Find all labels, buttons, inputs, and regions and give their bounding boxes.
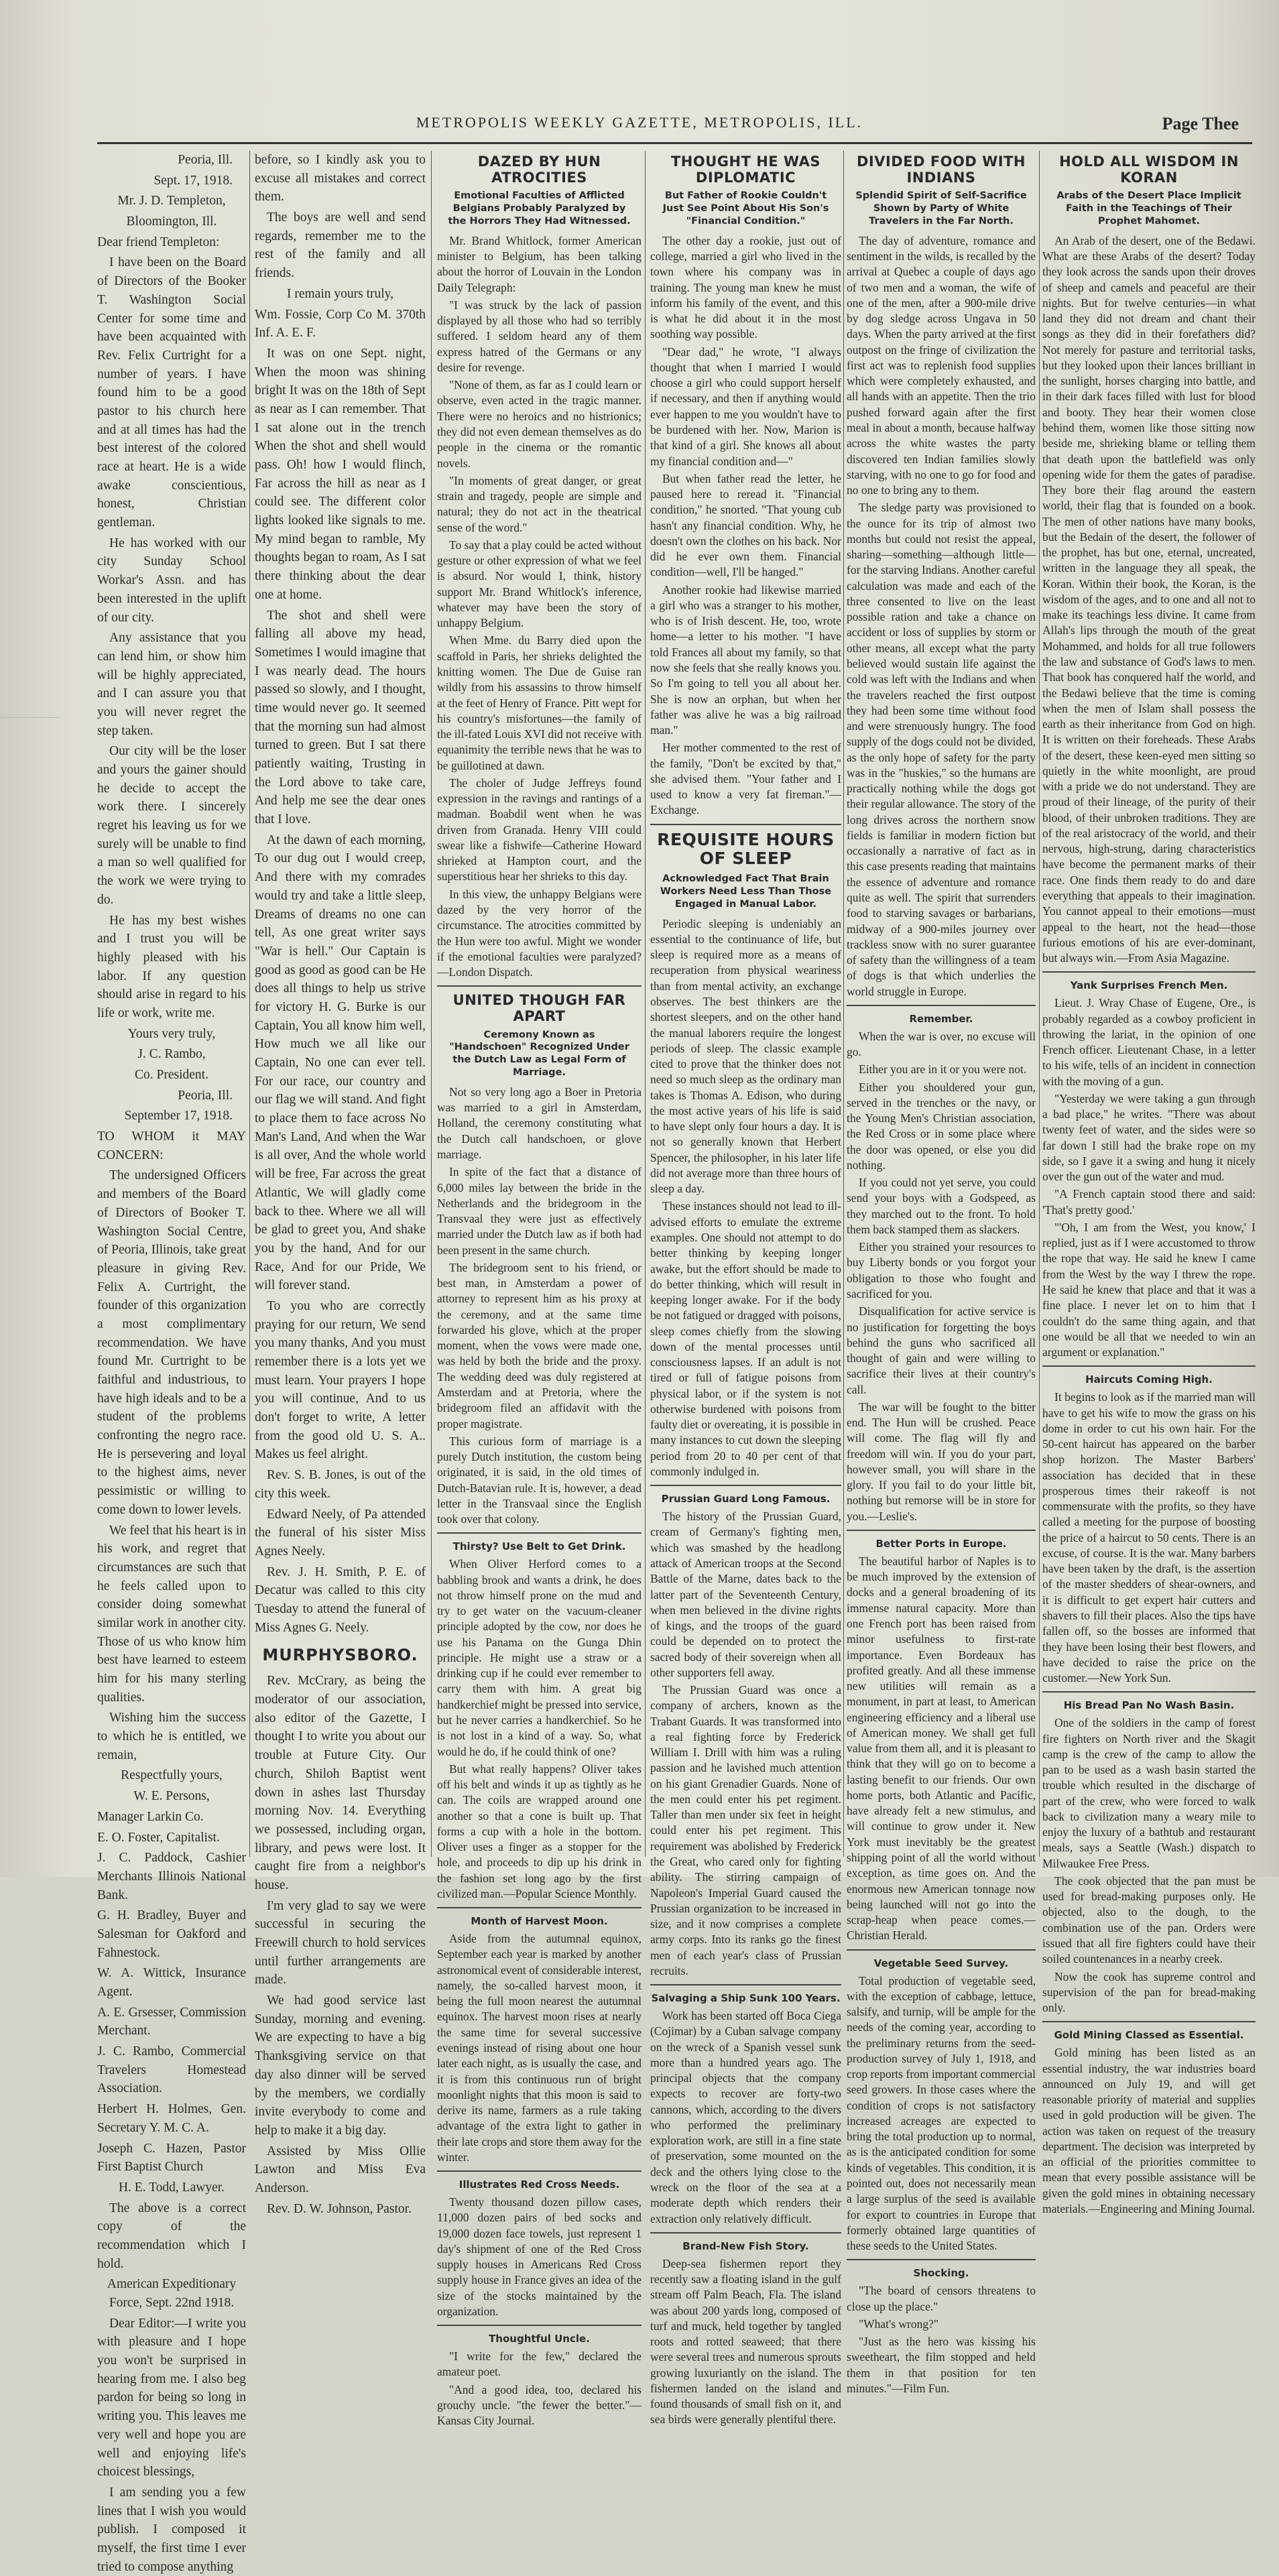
paragraph: I have been on the Board of Directors of the Booker T. Washington Social Center for some time and have been acquainted with Rev. Felix Curtright for a number of years. I have found him to be a good pastor to his church here and at all times has had the best interest of the colored race at heart. He is a wide awake conscientious, honest, Christian gentleman.: [97, 255, 246, 530]
divider: [847, 1005, 1036, 1006]
article-deck: But Father of Rookie Couldn't Just See Point About His Son's "Financial Condition.": [662, 190, 829, 227]
article-headline: HOLD ALL WISDOM IN KORAN: [1059, 154, 1239, 186]
article-subhead: Vegetable Seed Survey.: [873, 1957, 1009, 1969]
paragraph: "Dear dad," he wrote, "I always thought that when I married I would choose a girl who could support herself if necessary, and then if anything would ever happen to me you wouldn't have to be burdened with her. Now, Marion is that kind of a girl. She knows all about my financial condition and—": [650, 345, 841, 468]
paragraph: Yours very truly,: [127, 1026, 216, 1041]
paragraph: "And a good idea, too, declared his grouchy uncle. "the fewer the better."—Kansas City Journal.: [437, 2382, 642, 2428]
divider: [1042, 971, 1256, 973]
paragraph: Another rookie had likewise married a girl who was a stranger to his mother, who is of Irish descent. He, too, wrote home—a letter to his mother. "I have told Frances all about my family, so that now she feels that she really knows you. So I'm going to tell you all about her. She is now an orphan, but when her father was alive he was a big railroad man.": [650, 582, 841, 737]
column-rule: [249, 151, 250, 1857]
paragraph: "In moments of great danger, or great strain and tragedy, people are simple and natural; they do not act in the theatrical sense of the word.": [437, 473, 642, 534]
divider: [437, 2170, 642, 2172]
paragraph: In spite of the fact that a distance of 6,000 miles lay between the bride in the Netherlands and the bridegroom in the Transvaal they were just as effectively married under the Dutch law as if both had been present in the same church.: [437, 1165, 642, 1257]
paragraph: Wishing him the success to which he is entitled, we remain,: [97, 1711, 246, 1762]
paragraph: "A French captain stood there and said: 'That's pretty good.': [1042, 1187, 1256, 1217]
paragraph: Herbert H. Holmes, Gen. Secretary Y. M. C. A.: [97, 2102, 246, 2135]
paragraph: Rev. J. H. Smith, P. E. of Decatur was called to this city Tuesday to attend the funeral of Miss Agnes G. Neely.: [255, 1565, 426, 1635]
paragraph: The other day a rookie, just out of college, married a girl who lived in the town where his company was in training. The young man knew he must inform his family of the event, and this is what he did about it in the most soothing way possible.: [650, 233, 841, 341]
paragraph: "Yesterday we were taking a gun through a bad place," he writes. "There was about twenty feet of water, and the sides were so far down I still had the brake rope on my side, so I gave it a swing and hung it nicely over the gun out of the water and mud.: [1042, 1091, 1256, 1184]
paragraph: Peoria, Ill.: [178, 153, 233, 167]
page-number: Page Thee: [1162, 114, 1239, 133]
paragraph: Either you strained your resources to buy Liberty bonds or you forgot your obligation to those who fought and sacrificed for you.: [847, 1240, 1036, 1301]
column-letters-1: [97, 151, 247, 2574]
article-subhead: Brand-New Fish Story.: [682, 2240, 809, 2252]
paragraph: "The board of censors threatens to close up the place.": [847, 2284, 1036, 2313]
paragraph: When Oliver Herford comes to a babbling brook and wants a drink, he does not throw himself prone on the mud and try to get water on the vacuum-cleaner principle adopted by the cow, nor does he use his Panama on the Gunga Dhin principle. He might use a straw or a drinking cup if he could ever remember to carry them with him. A great big handkerchief might be pressed into service, but he never carries a handkerchief. So he is not lost in a kind of a way. So, what would he do, if he could think of one?: [437, 1557, 642, 1758]
section-heading: MURPHYSBORO.: [262, 1646, 418, 1665]
divider: [650, 824, 841, 825]
paragraph: I remain yours truly,: [286, 286, 394, 301]
paragraph: The war will be fought to the bitter end. The Hun will be crushed. Peace will come. The flag will fly and freedom will win. If you do your part, however small, you will share in the glory. If you fail to do your little bit, nothing but remorse will be in store for you.—Leslie's.: [847, 1400, 1036, 1523]
paragraph: J. C. Rambo, Commercial Travelers Homestead Association.: [97, 2044, 246, 2096]
article-headline: UNITED THOUGH FAR APART: [452, 992, 626, 1025]
paragraph: "Just as the hero was kissing his sweetheart, the film stopped and held them in that position for ten minutes."—Film Fun.: [847, 2335, 1036, 2395]
paragraph: before, so I kindly ask you to excuse all mistakes and correct them.: [255, 153, 426, 204]
divider: [650, 2232, 841, 2233]
paragraph: But what really happens? Oliver takes off his belt and winds it up as tightly as he can. The coils are wrapped around one another so that a cone is built up. That forms a cup with a hole in the bottom. Oliver uses a finger as a stopper for the hole, and proceeds to dip up his drink in the fashion set long ago by the first civilized man.—Popular Science Monthly.: [437, 1762, 642, 1900]
paragraph: Rev. S. B. Jones, is out of the city this week.: [255, 1468, 426, 1501]
article-subhead: Shocking.: [913, 2267, 969, 2280]
paragraph: The bridegroom sent to his friend, or best man, in Amsterdam a power of attorney to represent him as his proxy at the ceremony, and at the same time forwarded his glove, which at the proper moment, when the vows were made one, was held by both the bride and the proxy. The wedding deed was duly registered at Amsterdam and at Pretoria, where the bridegroom filed an affidavit with the proper magistrate.: [437, 1260, 642, 1430]
paragraph: G. H. Bradley, Buyer and Salesman for Oakford and Fahnestock.: [97, 1908, 246, 1960]
paragraph: Wm. Fossie, Corp Co M. 370th Inf. A. E. F.: [255, 307, 426, 341]
divider: [437, 1907, 642, 1908]
paragraph: The sledge party was provisioned to the ounce for its trip of almost two months but could not resist the appeal, sharing—something—although little—for the starving Indians. Another careful calculation was made and each of the three consented to live on the least possible ration and take a chance on accident or loss of supplies by storm or other means, all except what the party believed would sustain life against the cold was left with the Indians and when the travelers reached the first outpost they had been some time without food and were strenuously hungry. The food supply of the dogs could not be divided, as the only hope of safety for the party was in the "huskies," so the humans are practically nothing while the dogs got their regular allowance. The story of the long drives across the northern snow fields is familiar in modern fiction but occasionally a narrative of fact as in this case presents reading that maintains the essence of adventure and romance quite as well. The spirit that surrenders food to starving savages or barbarians, midway of a 900-miles journey over trackless snow with no surer guarantee of safety than the willingness of a team of dogs is that which underlies the world struggle in Europe.: [847, 501, 1036, 998]
paragraph: In this view, the unhappy Belgians were dazed by the very horror of the circumstance. The atrocities committed by the Hun were too awful. Might we wonder if the emotional faculties were paralyzed?—London Dispatch.: [437, 887, 642, 979]
paragraph: It was on one Sept. night, When the moon was shining bright It was on the 18th of Sept as near as I can remember. That I sat alone out in the trench When the shot and shell would pass. Oh! how I would flinch, Far across the hill as near as I could see. The different color lights looked like signals to me. My mind began to ramble, My thoughts began to roam, As I sat there thinking about the dear one at home.: [255, 346, 426, 602]
article-subhead: Salvaging a Ship Sunk 100 Years.: [651, 1992, 841, 2005]
fold-mark: [0, 717, 60, 718]
paragraph: He has my best wishes and I trust you will be highly pleased with his labor. If any question should arise in regard to his life or work, write me.: [97, 913, 246, 1020]
divider: [650, 1984, 841, 1985]
paragraph: Not so very long ago a Boer in Pretoria was married to a girl in Amsterdam, Holland, the ceremony constituting what the Dutch call handschoen, or glove marriage.: [437, 1085, 642, 1162]
paragraph: Peoria, Ill.: [178, 1088, 233, 1103]
divider: [847, 2259, 1036, 2260]
paragraph: I am sending you a few lines that I wish you would publish. I composed it myself, the first time I ever tried to compose anything: [97, 2485, 246, 2574]
divider: [437, 1532, 642, 1534]
paragraph: Dear Editor:—I write you with pleasure and I hope you won't be surprised in hearing from me. I also beg pardon for being so long in writing you. This leaves me very well and hope you are well and enjoying life's choicest blessings,: [97, 2316, 246, 2479]
paragraph: Rev. McCrary, as being the moderator of our association, also editor of the Gazette, I thought I to write you about our trouble at Future City. Our church, Shiloh Baptist went down in ashes last Thursday morning Nov. 14. Everything we possessed, including organ, library, and pews were lost. It caught fire from a neighbor's house.: [255, 1674, 426, 1892]
paragraph: Sept. 17, 1918.: [154, 173, 233, 188]
paragraph: Her mother commented to the rest of the family, "Don't be excited by that," she advised them. "Your father and I used to know a very fat fireman."—Exchange.: [650, 741, 841, 817]
paragraph: The day of adventure, romance and sentiment in the wilds, is recalled by the arrival at Quebec a couple of days ago of two men and a woman, the wife of one of the men, after a 900-mile drive by dog sledge across Ungava in 50 days. When the party arrived at the first outpost on the fringe of civilization the first act was to replenish food supplies which were completely exhausted, and all hands with an appetite. Then the trio pushed forward again after the first meal in about a month, because halfway across the white wastes the party discovered ten Indian families slowly starving, with no one to go for food and no one to bring any to them.: [847, 233, 1036, 497]
paragraph: Edward Neely, of Pa attended the funeral of his sister Miss Agnes Neely.: [255, 1507, 426, 1558]
paragraph: At the dawn of each morning, To our dug out I would creep, And there with my comrades would try and take a little sleep, Dreams of dreams no one can tell, As one great writer says "War is hell." Our Captain is good as good as good can be He does all things to help us strive for victory H. G. Burke is our Captain, You all know him well, How much we all like our Captain, No one can ever tell. For our race, our country and our flag we will stand. And fight to place them to face across No Man's Land, And when the War is all over, And the whole world will be free, Far across the great Atlantic, We will gladly come back to thee. Where we all will be glad to greet you, And shake you by the hand, And for our Race, And for our Pride, We will forever stand.: [255, 833, 426, 1293]
paragraph: Our city will be the loser and yours the gainer should he decide to accept the work there. I sincerely regret his leaving us for we surely will be unable to find a man so well qualified for the work we were trying to do.: [97, 744, 246, 907]
paragraph: September 17, 1918.: [124, 1109, 233, 1123]
article-subhead: Thoughtful Uncle.: [489, 2333, 590, 2345]
paragraph: Bloomington, Ill.: [126, 214, 217, 229]
column-articles-5: [847, 151, 1036, 2395]
divider: [437, 985, 642, 987]
paragraph: The beautiful harbor of Naples is to be much improved by the extension of docks and a general broadening of its immense natural capacity. More than one French port has been raised from minor usefulness to first-rate importance. Even Bordeaux has profited greatly. And all these immense new utilities will remain as a monument, in part at least, to American engineering efficiency and a liberal use of American money. We shall get full value from them all, and it is pleasant to think that they will go on to become a lasting benefit to our friends. Our own home ports, both Atlantic and Pacific, have already felt a new stimulus, and will continue to grow under it. New York must inevitably be the greatest shipping point of all the world without exception, as time goes on. And the enormous new American tonnage now being launched will not go into the scrap-heap when peace comes.—Christian Herald.: [847, 1554, 1036, 1943]
paragraph: The history of the Prussian Guard, cream of Germany's fighting men, which was smashed by the headlong attack of American troops at the Second Battle of the Marne, dates back to the latter part of the Seventeenth Century, when men believed in the divine rights of kings, and the troops of the guard could be depended on to protect the sacred body of their sovereign when all other supporters fell away.: [650, 1510, 841, 1679]
article-headline: REQUISITE HOURS OF SLEEP: [657, 829, 835, 869]
column-articles-4: [650, 151, 841, 2427]
column-rule: [645, 151, 646, 1857]
divider: [1042, 1691, 1256, 1693]
column-articles-6: [1042, 151, 1256, 2215]
paragraph: H. E. Todd, Lawyer.: [118, 2180, 225, 2195]
paragraph: Deep-sea fishermen report they recently saw a floating island in the gulf stream off Palm Beach, Fla. The island was about 200 yards long, composed of turf and muck, held together by tangled roots and rotted seaweed; that there were several trees and numerous sprouts growing luxuriantly on the island. The fishermen landed on the island and found thousands of small fish on it, and sea birds were generally plentiful there.: [650, 2256, 841, 2427]
divider: [1042, 1365, 1256, 1367]
paragraph: Periodic sleeping is undeniably an essential to the continuance of life, but sleep is required more as a means of recuperation from physical weariness than from mental activity, an exchange observes. The best thinkers are the shortest sleepers, and on the other hand the manual laborers require the longest periods of sleep. The classic example cited to prove that the thinker does not need so much sleep as the ordinary man takes is Thomas A. Edison, who during the most active years of his life is said to have slept only four hours a day. It is not so generally known that Herbert Spencer, the philosopher, in his later life did not average more than three hours of sleep a day.: [650, 916, 841, 1196]
paragraph: The undersigned Officers and members of the Board of Directors of Booker T. Washington Social Centre, of Peoria, Illinois, take great pleasure in giving Rev. Felix A. Curtright, the founder of this organization a most complimentary recommendation. We have found Mr. Curtright to be faithful and industrious, to have high ideals and to be a student of the problems confronting the negro race. He is persevering and loyal to the highest aims, never pessimistic or willing to come down to lower levels.: [97, 1168, 247, 1517]
column-rule: [843, 151, 844, 1857]
paragraph: Joseph C. Hazen, Pastor First Baptist Church: [97, 2141, 246, 2174]
article-subhead: Gold Mining Classed as Essential.: [1054, 2029, 1244, 2042]
paragraph: Either you are in it or you were not.: [859, 1062, 1027, 1077]
paragraph: "'Oh, I am from the West, you know,' I replied, just as if I were accustomed to throw the rope that way. He said he knew I came from the West by the way I threw the rope. He said he knew that place and that it was a fine place. I never let on to him that I couldn't do the same thing again, and that one would be all that we needed to win an argument or explanation.": [1042, 1220, 1256, 1359]
article-deck: Acknowledged Fact That Brain Workers Need Less Than Those Engaged in Manual Labor.: [660, 873, 832, 910]
paragraph: If you could not yet serve, you could send your boys with a Godspeed, as they marched out to the front. To hold them back stamped them as slackers.: [847, 1176, 1036, 1236]
paragraph: This curious form of marriage is a purely Dutch institution, the custom being originated, it is said, in the old times of Dutch-Batavian rule. It is, however, a dead letter in the Transvaal since the English took over that colony.: [437, 1434, 642, 1526]
paragraph: W. A. Wittick, Insurance Agent.: [97, 1966, 246, 1999]
paragraph: To you who are correctly praying for our return, We send you many thanks, And you must remember there is a lots yet we must learn. Your prayers I hope you will continue, And to us don't forget to write, A letter from the good old U. S. A.. Makes us feel alright.: [255, 1298, 426, 1462]
paragraph: W. E. Persons,: [133, 1789, 210, 1804]
paragraph: One of the soldiers in the camp of forest fire fighters on North river and the Skagit camp is the crew of the camp to allow the pan to be used as a wash basin started the trouble which resulted in the discharge of part of the crew, who were forced to walk back to civilization many a weary mile to enjoy the luxury of a bathtub and restaurant meals, says a Seattle (Wash.) dispatch to Milwaukee Free Press.: [1042, 1716, 1256, 1870]
article-subhead: Month of Harvest Moon.: [471, 1915, 608, 1928]
paragraph: "What's wrong?": [859, 2317, 939, 2331]
paragraph: An Arab of the desert, one of the Bedawi. What are these Arabs of the desert? Today they look across the sands upon their droves of sheep and camels and peaceful are their nights. But for twelve centuries—in what land they did not dream and chant their songs as they did in their forefathers did? Not merely for pasture and territorial tasks, but they looked upon their lances brilliant in the sunlight, horses charging into battle, and in their dark faces filled with lust for blood and booty. They hear their women close behind them, women like those sitting now beside me, shrieking blame or telling them that death upon the battlefield was only opening wide for them the gates of paradise. They bore their flag around the eastern world, their flag that is founded on a book. The men of other nations have many books, but the Bedain of the desert, the follower of the prophet, has but one, eternal, uncreated, written in the language they all speak, the Koran. Within their book, the Koran, is the wisdom of the ages, and to one and all not to make its teachings less divine. It came from Allah's lips through the mouth of the great Mohammed, and holds for all true followers the law and substance of God's laws to men. That book has conquered half the world, and the Bedawi believe that the time is coming when the men of Islam shall possess the earth as their inheritance from God on high. It is written on their foreheads. These Arabs of the desert, these keen-eyed men sitting so quietly in the white moonlight, are proud with a pride we do not understand. They are proud of their lineage, of the purity of their blood, of their unbroken traditions. They are of the real aristocracy of the world, and their nervous, high-strung, daring characteristics have become the permanent marks of their race. One finds them ready to do and dare everything that appeals to their imagination. You cannot appeal to their emotions—must appeal to the heart, not the head—those furious emotions of his are ever-dominant, but always win.—From Asia Magazine.: [1042, 233, 1256, 965]
divider: [1042, 2021, 1256, 2022]
paragraph: Total production of vegetable seed, with the exception of cabbage, lettuce, salsify, and turnip, will be ample for the needs of the coming year, according to the preliminary returns from the seed-production survey of July 1, 1918, and crop reports from important commercial seed growers. In those cases where the condition of crops is not satisfactory increased acreages are expected to bring the total production up to normal, as is the anticipated condition for some kinds of vegetables. This condition, it is pointed out, does not necessarily mean a large surplus of the seed is available for export to countries in Europe that formerly obtained large quantities of these seeds to the United States.: [847, 1973, 1036, 2253]
paragraph: Dear friend Templeton:: [97, 235, 220, 249]
paragraph: The shot and shell were falling all above my head, Sometimes I would imagine that I was nearly dead. The hours passed so slowly, and I thought, time would never go. It seemed that the morning sun had almost turned to green. But I sat there patiently waiting, Trusting in the Lord above to take care, And help me see the dear ones that I love.: [255, 608, 426, 827]
paragraph: These instances should not lead to ill-advised efforts to emulate the extreme examples. One should not attempt to do better thinking by keeping longer awake, but the effort should be made to do better thinking, which will result in keeping longer awake. For if the body be not fatigued or dragged with poisons, sleep comes chiefly from the slowing down of the mental processes until consciousness lapses. If an adult is not tired or full of fatigue poisons from physical labor, or if the system is not otherwise burdened with poisons from faulty diet or overeating, it is possible in many instances to cut down the sleeping period from 20 to 40 per cent of that commonly indulged in.: [650, 1199, 841, 1478]
paragraph: Mr. Brand Whitlock, former American minister to Belgium, has been talking about the horror of Louvain in the London Daily Telegraph:: [437, 233, 642, 294]
paragraph: E. O. Foster, Capitalist.: [97, 1830, 220, 1845]
paragraph: Respectfully yours,: [121, 1768, 223, 1783]
article-subhead: Better Ports in Europe.: [875, 1538, 1007, 1550]
article-subhead: Thirsty? Use Belt to Get Drink.: [452, 1540, 626, 1553]
paragraph: Co. President.: [135, 1068, 208, 1082]
paragraph: Mr. J. D. Templeton,: [117, 194, 226, 208]
column-articles-3: [437, 151, 642, 2428]
paragraph: It begins to look as if the married man will have to get his wife to mow the grass on his dome in order to cut his own hair. For the 50-cent haircut has appeared on the barber shop horizon. The Master Barbers' association has decided that in these prosperous times their rakeoff is not commensurate with the profits, so they have called a meeting for the purpose of boosting the price of a haircut to 50 cents. There is an excuse, of course. It is the war. Many barbers have been taken by the draft, is the assertion of the master shedders of shear-owners, and it is difficult to get expert hair cutters and shavers to fill their places. Also the tips have fallen off, so the bosses are informed that they have been losing their best flowers, and have decided to raise the price on the customer.—New York Sun.: [1042, 1390, 1256, 1685]
article-subhead: Prussian Guard Long Famous.: [661, 1493, 831, 1506]
paragraph: Twenty thousand dozen pillow cases, 11,000 dozen pairs of bed socks and 19,000 dozen face towels, just represent 1 day's shipment of one of the Red Cross supply houses in Americans Red Cross supply house in France gives an idea of the size of the stocks maintained by the organization.: [437, 2195, 642, 2318]
paragraph: The boys are well and send regards, remember me to the rest of the family and all friends.: [255, 210, 426, 281]
paragraph: I'm very glad to say we were successful in securing the Freewill church to hold services until further arrangements are made.: [255, 1898, 426, 1987]
paragraph: The Prussian Guard was once a company of archers, known as the Trabant Guards. It was transformed into a real fighting force by Frederick William I. Drill with him was a ruling passion and he lavished much attention on his giant Grenadier Guards. None of the men could enter his pet regiment. Taller than men under six feet in height could enter his pet regiment. This requirement was abolished by Frederick the Great, who cared only for fighting ability. The stirring campaign of Napoleon's Imperial Guard caused the Prussian organization to be increased in size, and it now comprises a complete army corps. Into its ranks go the finest men of each year's class of Prussian recruits.: [650, 1683, 841, 1977]
paragraph: J. C. Rambo,: [137, 1047, 206, 1062]
article-headline: THOUGHT HE WAS DIPLOMATIC: [670, 154, 821, 186]
paragraph: A. E. Grsesser, Commission Merchant.: [97, 2005, 246, 2038]
article-deck: Ceremony Known as "Handschoen" Recognized Under the Dutch Law as Legal Form of Marriage.: [449, 1029, 629, 1079]
paragraph: Either you shouldered your gun, served in the trenches or the navy, or the Young Men's Christian association, the Red Cross or in some place where the door was opened, or else you did nothing.: [847, 1080, 1036, 1172]
masthead-rule: [97, 142, 1252, 144]
article-subhead: Illustrates Red Cross Needs.: [459, 2179, 620, 2191]
paragraph: To say that a play could be acted without gesture or other expression of what we feel is absurd. Nor would I, think, history support Mr. Brand Whitlock's inference, whatever may have been the story of unhappy Belgium.: [437, 538, 642, 630]
paragraph: When the war is over, no excuse will go.: [847, 1029, 1036, 1059]
divider: [847, 1949, 1036, 1951]
paragraph: Disqualification for active service is no justification for forgetting the boys behind the guns who sacrificed all thought of gain and were willing to sacrifice their lives at their country's call.: [847, 1304, 1036, 1396]
paragraph: Assisted by Miss Ollie Lawton and Miss Eva Anderson.: [255, 2144, 426, 2195]
paragraph: TO WHOM it MAY CONCERN:: [97, 1129, 246, 1162]
article-subhead: His Bread Pan No Wash Basin.: [1063, 1699, 1235, 1712]
paragraph: We feel that his heart is in his work, and regret that circumstances are such that he feels called upon to consider doing somewhat similar work in another city. Those of us who know him best have learned to esteem him for his many sterling qualities.: [97, 1523, 246, 1705]
article-headline: DIVIDED FOOD WITH INDIANS: [857, 154, 1026, 186]
paragraph: "I was struck by the lack of passion displayed by all those who had so terribly suffered. I seldom heard any of them express hatred of the Germans or any desire for revenge.: [437, 298, 642, 374]
article-deck: Splendid Spirit of Self-Sacrifice Shown by Party of White Travelers in the Far North.: [855, 190, 1027, 227]
paragraph: But when father read the letter, he paused here to reread it. "Financial condition," he snorted. "That young cub hasn't any financial condition. Why, he doesn't own the clothes on his back. Nor did he ever own them. Financial condition—well, I'll be hanged.": [650, 471, 841, 579]
paragraph: When Mme. du Barry died upon the scaffold in Paris, her shrieks delighted the knitting women. The Due de Guise ran wildly from his assassins to throw himself at the feet of Henry of France. Pitt wept for his country's misfortunes—the family of the ill-fated Louis XVI did not receive with equanimity the terrible news that he was to be guillotined at dawn.: [437, 633, 642, 772]
divider: [847, 1530, 1036, 1531]
paragraph: The choler of Judge Jeffreys found expression in the ravings and rantings of a madman. Boabdil went when he was driven from Granada. Henry VIII could swear like a fishwife—Catherine Howard shrieked at Hampton court, and the superstitious hear her shrieks to this day.: [437, 776, 642, 883]
paragraph: Rev. D. W. Johnson, Pastor.: [267, 2201, 412, 2216]
paragraph: Lieut. J. Wray Chase of Eugene, Ore., is probably regarded as a cowboy proficient in throwing the lariat, in the opinion of one French officer. Lieutenant Chase, in a letter to his wife, tells of an incident in connection with the moving of a gun.: [1042, 996, 1256, 1088]
paragraph: J. C. Paddock, Cashier Merchants Illinois National Bank.: [97, 1851, 246, 1902]
paragraph: Any assistance that you can lend him, or show him will be highly appreciated, and I can assure you that you will never regret the step taken.: [97, 631, 246, 738]
article-subhead: Yank Surprises French Men.: [1070, 979, 1228, 992]
paragraph: Manager Larkin Co.: [97, 1809, 204, 1824]
paragraph: We had good service last Sunday, morning and evening. We are expecting to have a big Thanksgiving service on that day also dinner will be served by the members, we cordially invite everybody to come and help to make it a big day.: [255, 1994, 426, 2138]
paragraph: "I write for the few," declared the amateur poet.: [437, 2349, 642, 2379]
article-deck: Arabs of the Desert Place Implicit Faith in the Teachings of Their Prophet Mahomet.: [1056, 190, 1241, 227]
divider: [437, 2325, 642, 2326]
paragraph: "None of them, as far as I could learn or observe, even acted in the tragic manner. There were no heroics and no histrionics; they did not even demean themselves as do people in the cinema or the romantic novels.: [437, 378, 642, 470]
paragraph: Work has been started off Boca Ciega (Cojimar) by a Cuban salvage company on the wreck of a Spanish vessel sunk more than a hundred years ago. The principal objects that the company expects to recover are forty-two cannons, which, according to the divers who performed the preliminary exploration work, are still in a fine state of preservation, some mounted on the deck and the others lying close to the wreck on the floor of the sea at a moderate depth which renders their extraction only relatively difficult.: [650, 2009, 841, 2225]
article-deck: Emotional Faculties of Afflicted Belgians Probably Paralyzed by the Horrors They Had Witnessed.: [448, 190, 631, 227]
column-rule: [1039, 151, 1040, 1857]
column-letters-2: [255, 151, 426, 2216]
divider: [650, 1485, 841, 1486]
paragraph: The cook objected that the pan must be used for bread-making purposes only. He objected, also to the dough, to the combination use of the pan. Orders were issued that all fire fighters could have their soiled countenances in a nearby creek.: [1042, 1874, 1256, 1966]
column-rule: [431, 151, 432, 1857]
paragraph: Aside from the autumnal equinox, September each year is marked by another astronomical event of considerable interest, namely, the so-called harvest moon, it being the full moon nearest the autumnal equinox. The harvest moon rises at nearly the same time for several successive evenings instead of rising about one hour later each night, as is usually the case, and it is from this continuous run of bright moonlight nights that this moon is said to derive its name, farmers as a rule taking advantage of the extra light to gather in their late crops and store them away for the winter.: [437, 1932, 642, 2164]
paragraph: The above is a correct copy of the recommendation which I hold.: [97, 2201, 246, 2271]
article-subhead: Haircuts Coming High.: [1085, 1373, 1213, 1386]
paragraph: American Expeditionary Force, Sept. 22nd 1918.: [107, 2277, 237, 2310]
masthead-title: METROPOLIS WEEKLY GAZETTE, METROPOLIS, ILL.: [416, 114, 863, 131]
article-headline: DAZED BY HUN ATROCITIES: [477, 154, 601, 186]
paragraph: He has worked with our city Sunday School Workar's Assn. and has been interested in the uplift of our city.: [97, 536, 246, 625]
paragraph: Gold mining has been listed as an essential industry, the war industries board announced on July 19, and will get reasonable priority of material and supplies used in gold production will be given. The action was taken on request of the treasury department. The decision was interpreted by an official of the priorities committee to mean that every possible assistance will be given the gold mines in obtaining necessary materials.—Engineering and Mining Journal.: [1042, 2046, 1256, 2215]
paragraph: Now the cook has supreme control and supervision of the pan for bread-making only.: [1042, 1969, 1256, 2015]
article-subhead: Remember.: [909, 1012, 973, 1025]
